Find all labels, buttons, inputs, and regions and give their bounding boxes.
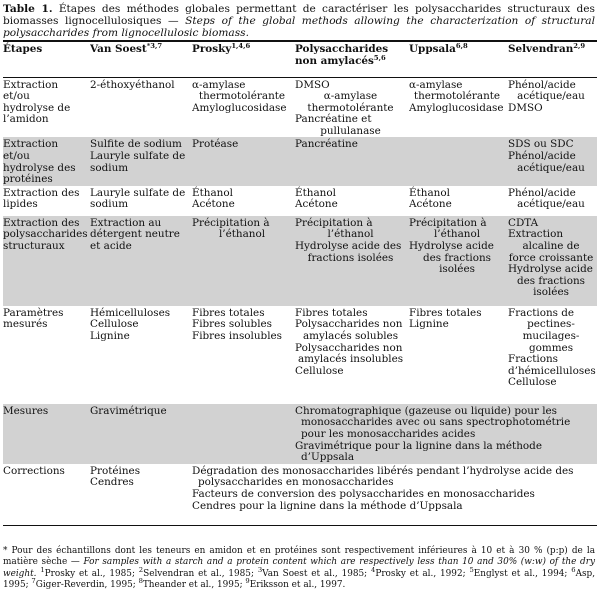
corrections-line: Cendres pour la lignine dans la méthode d’Uppsala [192, 499, 463, 512]
cell-line: d’hémicelluloses [508, 364, 596, 377]
cell-prosky [192, 306, 295, 404]
cell-step: Corrections [3, 464, 90, 526]
header-polysaccharides: Polysaccharides non amylacés$^{5,6}$ [295, 41, 409, 77]
cell-prosky [192, 77, 295, 137]
reference: Giger-Reverdin, 1995 [35, 580, 133, 591]
cell-step [3, 216, 90, 306]
cell-polysaccharides [295, 186, 409, 216]
corrections-line: Facteurs de conversion des polysaccharides en monosaccharides [192, 488, 535, 501]
footnote-french: * Pour des échantillons dont les teneurs en amidon et en protéines sont respectivement inférieures à 10 et à 30 % (p:p) de la matière sèche [3, 546, 595, 568]
cell-line: Précipitation à [295, 216, 373, 229]
cell-line: Éthanol [409, 186, 450, 199]
table-row [3, 216, 597, 306]
cell-vansoest [90, 137, 192, 185]
cell-line: fractions isolées [307, 251, 394, 264]
cell-prosky [192, 137, 295, 185]
header-prosky: Prosky$^{1,4,6}$ [192, 41, 295, 77]
reference: Prosky et al., 1992 [375, 568, 463, 579]
cell-uppsala [409, 216, 508, 306]
table-row [3, 306, 597, 404]
cell-polysaccharides [295, 216, 409, 306]
cell-line: détergent neutre [90, 228, 180, 241]
cell-line: isolées [533, 286, 569, 299]
cell-line: des fractions [516, 274, 586, 287]
table-row-mesures [3, 404, 597, 464]
reference: Asp, 1995 [3, 568, 596, 591]
cell-vansoest [90, 216, 192, 306]
cell-line: Phénol/acide [508, 78, 576, 91]
corrections-line: Dégradation des monosaccharides libérés pendant l’hydrolyse acide des polysaccharides en monosaccharides [192, 464, 574, 489]
cell-line: pullulanase [320, 124, 381, 137]
cell-line: Pancréatine et [295, 113, 372, 126]
cell-line: l’éthanol [327, 228, 374, 241]
cell-selvendran [508, 186, 597, 216]
cell-line: Cellulose [90, 318, 139, 331]
cell-line: thermotolérante [307, 101, 394, 114]
cell-line: thermotolérante [413, 90, 501, 103]
cell-line: Extraction et/ou [3, 78, 59, 103]
cell-prosky [192, 216, 295, 306]
cell-line: l’éthanol [433, 228, 481, 241]
cell-line: Polysaccharides non [295, 341, 403, 354]
header-uppsala: Uppsala$^{6,8}$ [409, 41, 508, 77]
mesures-line: Chromatographique (gazeuse ou liquide) pour les monosaccharides avec ou sans spectrophotométrie pour les monosaccharides acides [295, 404, 571, 441]
cell-line: Acétone [295, 198, 338, 211]
cell-line: Sulfite de sodium [90, 138, 182, 151]
cell-line: α-amylase [323, 90, 378, 103]
cell-line: isolées [439, 263, 475, 276]
cell-step: Mesures [3, 404, 90, 464]
cell-line: DMSO [508, 101, 543, 114]
table-label: Table 1. [3, 3, 53, 15]
cell-line: hydrolyse des [3, 161, 76, 174]
cell-line: et acide [90, 240, 132, 253]
reference: Van Soest et al., 1985 [262, 568, 365, 579]
cell-line: Extraction et/ou [3, 138, 59, 163]
header-prosky-ref: 1,4,6 [231, 42, 251, 50]
cell-line: Fibres insolubles [192, 330, 283, 343]
cell-uppsala [409, 186, 508, 216]
cell-line: des fractions [422, 251, 492, 264]
cell-line: l’éthanol [218, 228, 266, 241]
cell-line: sodium [90, 198, 129, 211]
cell-line: Protéase [192, 138, 239, 151]
cell-prosky [192, 186, 295, 216]
cell-polysaccharides [295, 77, 409, 137]
table-row-corrections [3, 464, 597, 526]
cell-vansoest [90, 464, 192, 526]
cell-line: Pancréatine [295, 138, 358, 151]
cell-step [3, 77, 90, 137]
cell-line: amylacés solubles [302, 330, 399, 343]
cell-uppsala [409, 306, 508, 404]
cell-polysaccharides [295, 137, 409, 185]
caption-separator: — [161, 15, 186, 27]
cell-mesures-shared [295, 404, 597, 464]
reference: Selvendran et al., 1985 [143, 568, 251, 579]
cell-line: Phénol/acide [508, 186, 576, 199]
cell-line: acétique/eau [517, 90, 585, 103]
header-vansoest: Van Soest$^{*3,7}$ [90, 41, 192, 77]
table-row [3, 186, 597, 216]
cell-line: structuraux [3, 240, 65, 253]
cell-line: Lignine [409, 318, 449, 331]
header-etapes: Étapes [3, 41, 90, 77]
cell-line: force croissante [508, 251, 594, 264]
cell-line: Hydrolyse acide [508, 263, 593, 276]
cell-line: Extraction des [3, 186, 80, 199]
header-selvendran: Selvendran$^{2,9}$ [508, 41, 597, 77]
cell-line: Lauryle sulfate de [90, 150, 186, 163]
cell-vansoest [90, 306, 192, 404]
cell-corrections-shared [192, 464, 597, 526]
table-row [3, 137, 597, 185]
cell-polysaccharides [295, 306, 409, 404]
cell-line: Hémicelluloses [90, 306, 171, 319]
cell-line: l’amidon [3, 113, 49, 126]
methods-table [3, 40, 597, 526]
cell-step [3, 137, 90, 185]
cell-selvendran [508, 216, 597, 306]
cell-line: amylacés insolubles [297, 353, 404, 366]
cell-line: gommes [528, 341, 574, 354]
cell-line: Fractions de [508, 306, 575, 319]
cell-line: Acétone [409, 198, 452, 211]
cell-line: Extraction des [3, 216, 80, 229]
cell-line: Hydrolyse acide [409, 240, 494, 253]
cell-line: mucilages- [522, 330, 580, 343]
footnote-separator: — [67, 557, 84, 568]
cell-line: thermotolérante [198, 90, 286, 103]
cell-line: alcaline de [522, 240, 580, 253]
cell-line: DMSO [295, 78, 330, 91]
cell-line: acétique/eau [517, 161, 585, 174]
header-uppsala-ref: 6,8 [455, 42, 468, 50]
cell-line: Polysaccharides non [295, 318, 403, 331]
cell-line: Lauryle sulfate de [90, 186, 186, 199]
caption-french: Étapes des méthodes globales permettant de caractériser les polysaccharides structuraux des biomasses lignocellulosiques [3, 3, 595, 27]
cell-line: Précipitation à [409, 216, 487, 229]
cell-line: pectines- [527, 318, 575, 331]
cell-line: Cendres [90, 476, 134, 489]
cell-line: hydrolyse de [3, 101, 71, 114]
cell-line: Paramètres [3, 306, 64, 319]
cell-uppsala [409, 137, 508, 185]
cell-line: Cellulose [508, 376, 557, 389]
cell-line: Fractions [508, 353, 558, 366]
cell-selvendran [508, 137, 597, 185]
mesures-line: Gravimétrique pour la lignine dans la méthode d’Uppsala [295, 439, 542, 464]
reference: Englyst et al., 1994 [473, 568, 565, 579]
footnote-references: $^1$Prosky et al., 1985; $^2$Selvendran et al., 1985; $^3$Van Soest et al., 1985; $^4$Prosky et al., 1992; $^5$Englyst et al., 1994; $^6$Asp, 1995; $^7$Giger-Reverdin, 1995; $^8$Theander et al., 1995; $^9$Eriksson et al., 1997. [3, 565, 596, 591]
cell-line: Précipitation à [192, 216, 270, 229]
header-selvendran-ref: 2,9 [573, 42, 586, 50]
reference: Eriksson et al., 1997 [249, 580, 343, 591]
cell-step [3, 306, 90, 404]
cell-line: α-amylase [409, 78, 463, 91]
cell-line: SDS ou SDC [508, 138, 574, 151]
cell-line: Fibres solubles [192, 318, 272, 331]
header-vansoest-ref: *3,7 [146, 42, 163, 50]
cell-line: acétique/eau [517, 198, 585, 211]
footnote-english: For samples with a starch and a protein content which are respectively less than 10 and 30% (w:w) of the dry weight. [3, 557, 595, 579]
table-caption [3, 3, 595, 39]
cell-line: Hydrolyse acide des [295, 240, 402, 253]
table-header-row [3, 41, 597, 77]
table-row [3, 77, 597, 137]
cell-line: Cellulose [295, 364, 344, 377]
cell-line: Extraction au [90, 216, 162, 229]
cell-line: Fibres totales [409, 306, 482, 319]
cell-line: Extraction [508, 228, 564, 241]
cell-line: lipides [3, 198, 38, 211]
cell-line: Fibres totales [192, 306, 265, 319]
cell-line: Éthanol [295, 186, 336, 199]
cell-line: Fibres totales [295, 306, 368, 319]
caption-english: Steps of the global methods allowing the characterization of structural polysaccharides from lignocellulosic biomass. [3, 15, 595, 39]
cell-line: Lignine [90, 330, 130, 343]
cell-line: Phénol/acide [508, 150, 576, 163]
cell-line: Protéines [90, 464, 141, 477]
cell-line: polysaccharides [3, 228, 88, 241]
cell-line: α-amylase [192, 78, 246, 91]
cell-line: Amyloglucosidase [192, 101, 287, 114]
header-polysaccharides-ref: 5,6 [373, 53, 386, 62]
cell-line: 2-éthoxyéthanol [90, 78, 175, 91]
cell-line: Amyloglucosidase [409, 101, 504, 114]
reference: Prosky et al., 1985 [44, 568, 132, 579]
cell-selvendran [508, 306, 597, 404]
table-footnote [3, 546, 595, 592]
cell-vansoest [90, 77, 192, 137]
cell-line: sodium [90, 161, 129, 174]
cell-line: CDTA [508, 216, 539, 229]
cell-line: Acétone [192, 198, 235, 211]
cell-uppsala [409, 77, 508, 137]
cell-line: Éthanol [192, 186, 233, 199]
cell-line: mesurés [3, 318, 48, 331]
cell-selvendran [508, 77, 597, 137]
cell-vansoest: Gravimétrique [90, 404, 192, 464]
cell-vansoest [90, 186, 192, 216]
cell-step [3, 186, 90, 216]
reference: Theander et al., 1995 [142, 580, 240, 591]
cell-line: protéines [3, 173, 53, 186]
